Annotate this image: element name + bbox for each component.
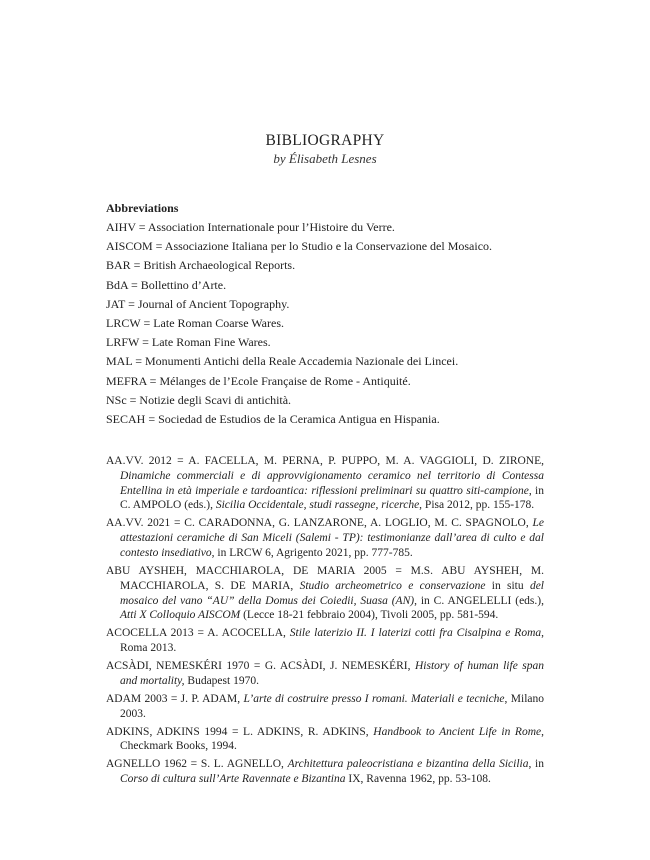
reference-text: , in — [528, 758, 544, 771]
abbreviation-item: JAT = Journal of Ancient Topography. — [106, 296, 290, 311]
reference-key: AGNELLO 1962 = S. L. AGNELLO, — [106, 758, 288, 771]
reference-title: Handbook to Ancient Life in Rome — [373, 725, 542, 738]
reference-text: , Roma 2013. — [120, 627, 545, 655]
abbreviation-item: AIHV = Association Internationale pour l’Histoire du Verre. — [106, 220, 395, 234]
reference-entry — [106, 659, 544, 689]
abbreviations-list — [106, 218, 546, 429]
reference-key: ADKINS, ADKINS 1994 = L. ADKINS, R. ADKINS, — [106, 725, 374, 738]
references-list — [106, 454, 544, 790]
reference-key: AA.VV. 2021 = C. CARADONNA, G. LANZARONE, A. LOGLIO, M. C. SPAGNOLO, — [106, 517, 533, 530]
page-author: by Élisabeth Lesnes — [273, 151, 377, 166]
reference-key: ABU AYSHEH, MACCHIAROLA, DE MARIA 2005 = M.S. ABU AYSHEH, M. MACCHIAROLA, S. DE MARIA, — [106, 564, 544, 592]
reference-text: , Milano 2003. — [120, 692, 544, 720]
reference-entry — [106, 757, 544, 787]
reference-text: in situ — [485, 579, 530, 592]
reference-key: ADAM 2003 = J. P. ADAM, — [106, 692, 244, 705]
abbreviations-heading: Abbreviations — [106, 201, 179, 215]
reference-text: Budapest 1970. — [184, 674, 259, 687]
reference-title: Dinamiche commerciali e di approvvigionamento ceramico nel territorio di Contessa Entellina in età imperiale e tardoantica: riflessioni preliminari su quattro siti-campione — [120, 469, 544, 497]
reference-title: Studio archeometrico e conservazione — [299, 579, 486, 592]
reference-entry — [106, 454, 544, 513]
abbreviation-item: NSc = Notizie degli Scavi di antichità. — [106, 392, 292, 407]
reference-entry — [106, 725, 544, 755]
reference-title: Corso di cultura sull’Arte Ravennate e Bizantina — [120, 773, 346, 786]
page-title: BIBLIOGRAPHY — [265, 132, 385, 149]
reference-key: AA.VV. 2012 = A. FACELLA, M. PERNA, P. PUPPO, M. A. VAGGIOLI, D. ZIRONE, — [106, 455, 544, 467]
reference-entry — [106, 626, 544, 656]
abbreviation-item: MAL = Monumenti Antichi della Reale Accademia Nazionale dei Lincei. — [106, 354, 459, 369]
reference-text: , Checkmark Books, 1994. — [120, 725, 544, 753]
abbreviation-item: AISCOM = Associazione Italiana per lo Studio e la Conservazione del Mosaico. — [106, 239, 493, 254]
reference-title: Le attestazioni ceramiche di San Miceli (Salemi - TP): testimonianze dall’area di culto e dal contesto insediativo — [120, 517, 544, 559]
reference-text: , in C. AMPOLO (eds.), — [120, 484, 544, 512]
reference-title: Atti X Colloquio AISCOM — [120, 609, 241, 622]
reference-text: , in LRCW 6, Agrigento 2021, pp. 777-785. — [211, 546, 413, 559]
reference-title: L’arte di costruire presso I romani. Materiali e tecniche — [243, 692, 505, 705]
reference-entry — [106, 516, 544, 560]
abbreviation-item: LRFW = Late Roman Fine Wares. — [106, 335, 271, 350]
abbreviation-item: BdA = Bollettino d’Arte. — [106, 277, 227, 292]
reference-text: , in C. ANGELELLI (eds.), — [414, 594, 544, 607]
reference-title: Stile laterizio II. I laterizi cotti fra Cisalpina e Roma — [289, 627, 542, 640]
reference-key: ACSÀDI, NEMESKÉRI 1970 = G. ACSÀDI, J. NEMESKÉRI, — [106, 660, 415, 673]
reference-entry — [106, 692, 544, 722]
reference-title: del mosaico del vano “AU” della Domus dei Coiedii, Suasa (AN) — [120, 579, 545, 607]
reference-text: , Pisa 2012, pp. 155-178. — [419, 499, 535, 512]
reference-text: (Lecce 18-21 febbraio 2004), Tivoli 2005, pp. 581-594. — [240, 609, 499, 622]
reference-key: ACOCELLA 2013 = A. ACOCELLA, — [106, 627, 290, 640]
abbreviation-item: MEFRA = Mélanges de l’Ecole Française de Rome - Antiquité. — [106, 373, 411, 388]
abbreviation-item: LRCW = Late Roman Coarse Wares. — [106, 315, 284, 330]
reference-text: IX, Ravenna 1962, pp. 53-108. — [345, 773, 491, 786]
abbreviation-item: SECAH = Sociedad de Estudios de la Ceramica Antigua en Hispania. — [106, 411, 440, 426]
reference-title: Architettura paleocristiana e bizantina della Sicilia — [287, 758, 529, 771]
reference-title: History of human life span and mortality, — [120, 660, 544, 687]
reference-title: Sicilia Occidentale, studi rassegne, ricerche — [215, 499, 420, 512]
reference-entry — [106, 564, 544, 623]
abbreviation-item: BAR = British Archaeological Reports. — [106, 258, 296, 273]
